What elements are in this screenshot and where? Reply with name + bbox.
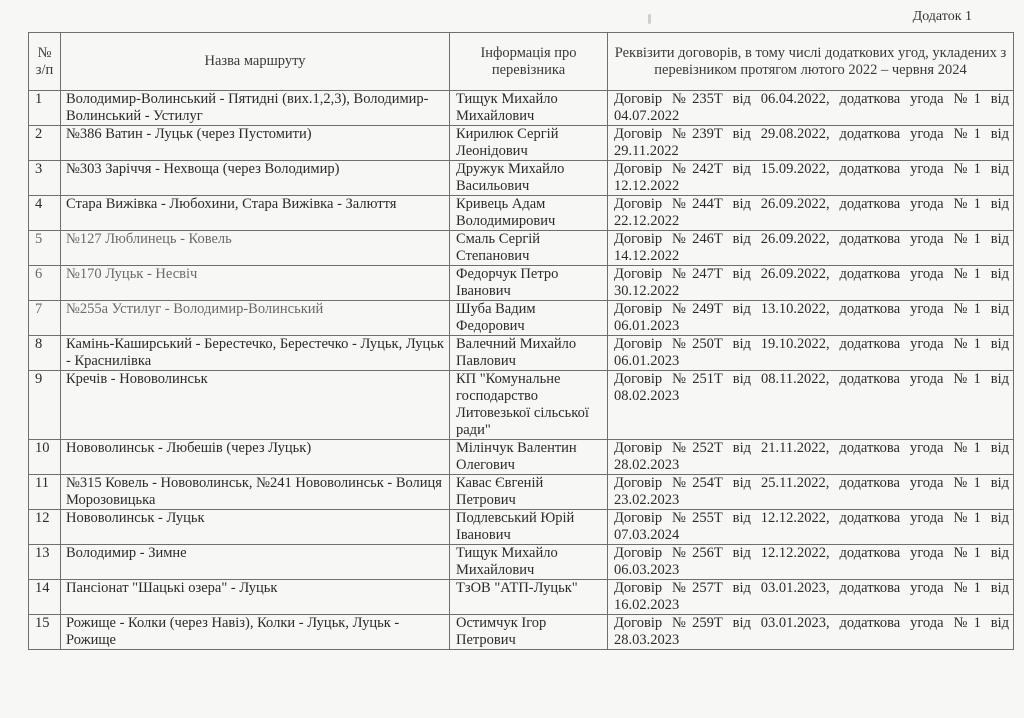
contract-details: Договір №251Т від 08.11.2022, додаткова угода №1 від 08.02.2023 [608,371,1014,440]
route-name: Кречів - Нововолинськ [61,371,450,440]
carrier-info: Кирилюк Сергій Леонідович [450,126,608,161]
route-name: Стара Вижівка - Любохини, Стара Вижівка - Залюття [61,196,450,231]
contract-details: Договір №249Т від 13.10.2022, додаткова угода №1 від 06.01.2023 [608,301,1014,336]
route-name: №315 Ковель - Нововолинськ, №241 Нововолинськ - Волиця Морозовицька [61,475,450,510]
contract-details: Договір №255Т від 12.12.2022, додаткова угода №1 від 07.03.2024 [608,510,1014,545]
route-name: Рожище - Колки (через Навіз), Колки - Луцьк, Луцьк - Рожище [61,615,450,650]
contract-details: Договір №259Т від 03.01.2023, додаткова угода №1 від 28.03.2023 [608,615,1014,650]
route-name: Нововолинськ - Любешів (через Луцьк) [61,440,450,475]
table-row [29,580,1014,615]
table-row [29,440,1014,475]
contract-details: Договір №257Т від 03.01.2023, додаткова угода №1 від 16.02.2023 [608,580,1014,615]
row-number: 3 [29,161,61,196]
route-name: №255а Устилуг - Володимир-Волинський [61,301,450,336]
route-name: №386 Ватин - Луцьк (через Пустомити) [61,126,450,161]
carrier-info: КП "Комунальне господарство Литовезької сільської ради" [450,371,608,440]
row-number: 8 [29,336,61,371]
contract-details: Договір №235Т від 06.04.2022, додаткова угода №1 від 04.07.2022 [608,91,1014,126]
contract-details: Договір №254Т від 25.11.2022, додаткова угода №1 від 23.02.2023 [608,475,1014,510]
carrier-info: Кавас Євгеній Петрович [450,475,608,510]
route-name: Володимир-Волинський - Пятидні (вих.1,2,3), Володимир-Волинський - Устилуг [61,91,450,126]
carrier-info: Смаль Сергій Степанович [450,231,608,266]
carrier-info: Федорчук Петро Іванович [450,266,608,301]
appendix-label: Додаток 1 [912,9,972,24]
carrier-info: Кривець Адам Володимирович [450,196,608,231]
contract-details: Договір №247Т від 26.09.2022, додаткова угода №1 від 30.12.2022 [608,266,1014,301]
row-number: 4 [29,196,61,231]
table-row [29,475,1014,510]
carrier-info: Мілінчук Валентин Олегович [450,440,608,475]
table-row [29,196,1014,231]
header-carrier: Інформація про перевізника [450,33,608,91]
carrier-info: ТзОВ "АТП-Луцьк" [450,580,608,615]
table-row [29,161,1014,196]
route-name: №127 Люблинець - Ковель [61,231,450,266]
carrier-info: Дружук Михайло Васильович [450,161,608,196]
row-number: 9 [29,371,61,440]
contract-details: Договір №242Т від 15.09.2022, додаткова угода №1 від 12.12.2022 [608,161,1014,196]
carrier-info: Остимчук Ігор Петрович [450,615,608,650]
row-number: 14 [29,580,61,615]
route-name: Пансіонат "Шацькі озера" - Луцьк [61,580,450,615]
contract-details: Договір №239Т від 29.08.2022, додаткова угода №1 від 29.11.2022 [608,126,1014,161]
table-row [29,545,1014,580]
table-row [29,231,1014,266]
routes-table [28,32,1014,650]
carrier-info: Шуба Вадим Федорович [450,301,608,336]
row-number: 10 [29,440,61,475]
contract-details: Договір №250Т від 19.10.2022, додаткова угода №1 від 06.01.2023 [608,336,1014,371]
row-number: 6 [29,266,61,301]
carrier-info: Подлевський Юрій Іванович [450,510,608,545]
scan-speck [648,14,651,24]
contract-details: Договір №252Т від 21.11.2022, додаткова угода №1 від 28.02.2023 [608,440,1014,475]
table-row [29,615,1014,650]
header-contracts: Реквізити договорів, в тому числі додаткових угод, укладених з перевізником протягом лютого 2022 – червня 2024 [608,33,1014,91]
table-body [29,91,1014,650]
table-row [29,301,1014,336]
carrier-info: Тищук Михайло Михайлович [450,545,608,580]
carrier-info: Валечний Михайло Павлович [450,336,608,371]
table-row [29,371,1014,440]
route-name: №303 Заріччя - Нехвоща (через Володимир) [61,161,450,196]
row-number: 12 [29,510,61,545]
carrier-info: Тищук Михайло Михайлович [450,91,608,126]
route-name: Володимир - Зимне [61,545,450,580]
contract-details: Договір №246Т від 26.09.2022, додаткова угода №1 від 14.12.2022 [608,231,1014,266]
row-number: 15 [29,615,61,650]
row-number: 13 [29,545,61,580]
row-number: 7 [29,301,61,336]
contract-details: Договір №256Т від 12.12.2022, додаткова угода №1 від 06.03.2023 [608,545,1014,580]
table-row [29,336,1014,371]
table-row [29,510,1014,545]
row-number: 1 [29,91,61,126]
header-number: № з/п [29,33,61,91]
route-name: Камінь-Каширський - Берестечко, Берестечко - Луцьк, Луцьк - Краснилівка [61,336,450,371]
route-name: №170 Луцьк - Несвіч [61,266,450,301]
header-route: Назва маршруту [61,33,450,91]
table-header-row [29,33,1014,91]
contract-details: Договір №244Т від 26.09.2022, додаткова угода №1 від 22.12.2022 [608,196,1014,231]
row-number: 11 [29,475,61,510]
row-number: 2 [29,126,61,161]
route-name: Нововолинськ - Луцьк [61,510,450,545]
row-number: 5 [29,231,61,266]
table-row [29,126,1014,161]
table-row [29,266,1014,301]
table-row [29,91,1014,126]
